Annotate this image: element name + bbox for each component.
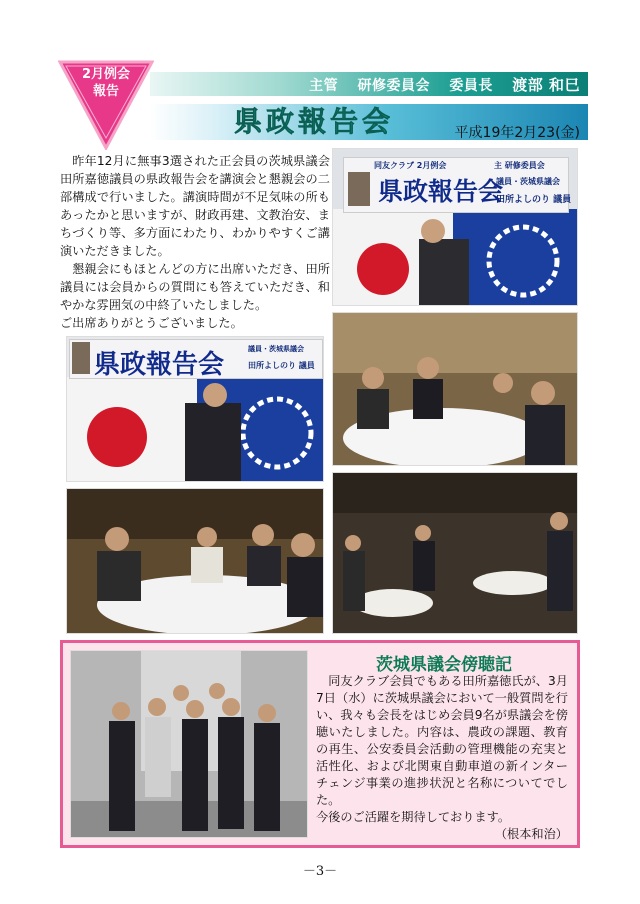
photo-reception-hall-scene [333, 473, 578, 634]
photo-guests-seated [66, 488, 324, 634]
page-number: －3－ [302, 864, 338, 879]
photo-reception-table [332, 312, 578, 466]
article-paragraph-1: 昨年12月に無事3選された正会員の茨城県議会 田所嘉徳議員の県政報告会を講演会と懇親会の二部構成で行いました。講演時間が不足気味の所もあったかと思いますが、財政再建、文教治安、まちづくり等、多方面にわたり、わかりやすくご講演いただきました。 [60, 154, 330, 258]
photo-reception-hall [332, 472, 578, 634]
banner-main [343, 157, 572, 213]
event-date: 平成19年2月23(金) [454, 125, 580, 141]
banner-secondary-title: 県政報告会 [94, 350, 225, 380]
badge-line-1: 2月例会 [81, 67, 131, 82]
assembly-report-signature: （根本和治） [494, 827, 568, 841]
assembly-report-title: 茨城県議会傍聴記 [376, 655, 512, 675]
banner-club: 同友クラブ 2月例会 [374, 161, 447, 170]
article-paragraph-3: ご出席ありがとうございました。 [60, 316, 243, 330]
banner-secondary-portrait [72, 342, 90, 374]
banner-title: 県政報告会 [378, 177, 504, 206]
photo-guests-seated-scene [67, 489, 324, 634]
assembly-report-closing: 今後のご活躍を期待しております。 [316, 810, 511, 824]
banner-member-name: 田所よしのり 議員 [496, 195, 572, 205]
badge-line-2: 報告 [92, 84, 119, 99]
page-title: 県政報告会 [234, 105, 395, 138]
article-paragraph-2: 懇親会にもほとんどの方に出席いただき、田所議員には会員からの質問にも答えていただき、和やかな雰囲気の中終了いたしました。 [60, 262, 330, 312]
banner-secondary-member-name: 田所よしのり 議員 [248, 361, 315, 370]
chair-name: 渡部 和巳 [512, 76, 580, 94]
photo-group-scene [71, 651, 308, 838]
banner-portrait [348, 172, 370, 206]
chair-role: 委員長 [449, 78, 493, 94]
photo-speaker-podium [66, 336, 324, 482]
banner-secondary [69, 339, 323, 379]
photo-reception-table-scene [333, 313, 578, 466]
article-body [60, 152, 330, 332]
sponsor-label: 主管 [309, 78, 339, 94]
assembly-report-text [316, 673, 568, 843]
committee-name: 研修委員会 [357, 78, 431, 94]
photo-group [70, 650, 308, 838]
assembly-report-paragraph: 同友クラブ会員でもある田所嘉徳氏が、3月7日（水）に茨城県議会において一般質問を行い、我々も会長をはじめ会員9名が県議会を傍聴いたしました。内容は、農政の課題、教育の再生、公安委員会活動の管理機能の充実と活性化、および北関東自動車道の新インターチェンジ事業の進捗状況と名称についてでした。 [316, 674, 568, 807]
banner-committee: 主 研修委員会 [494, 161, 545, 170]
banner-secondary-member-title: 議員・茨城県議会 [248, 345, 304, 353]
header-info [295, 74, 580, 95]
banner-member-title: 議員・茨城県議会 [496, 177, 560, 186]
badge-text [64, 66, 148, 100]
photo-speaker-main [332, 148, 578, 306]
